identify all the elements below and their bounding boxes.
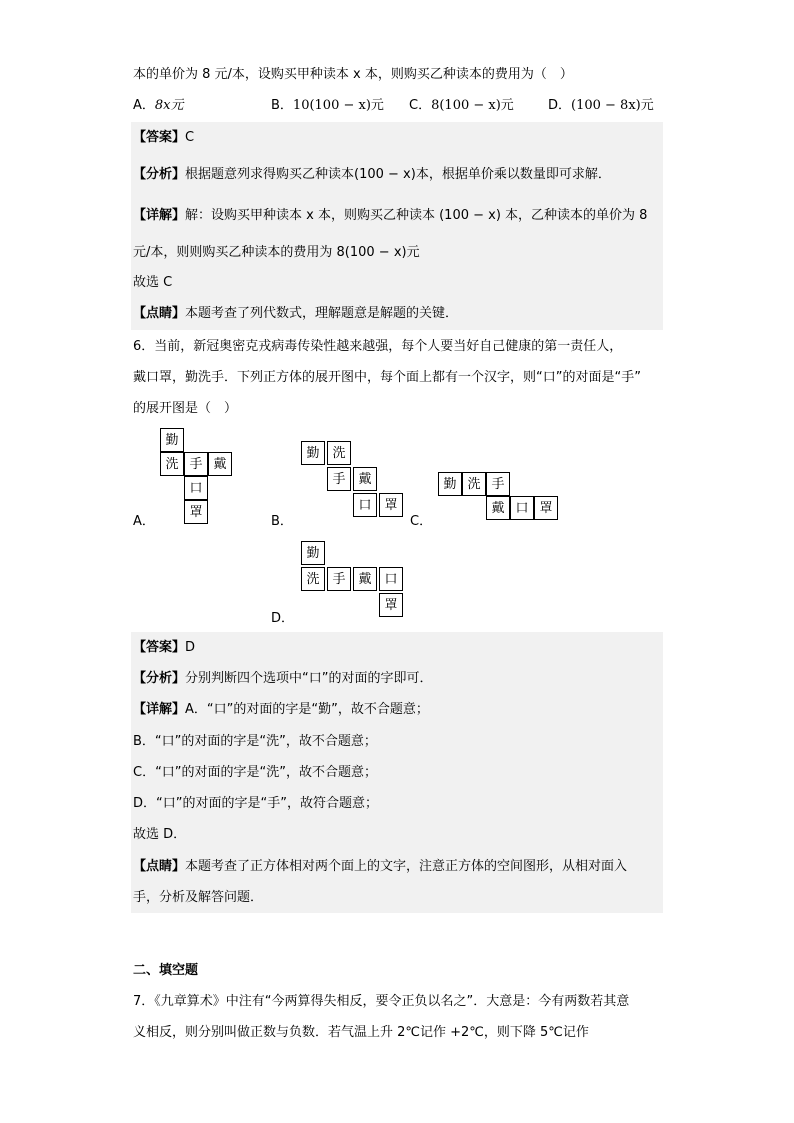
q7-line2: 义相反，则分别叫做正数与负数．若气温上升 2℃记作 +2℃，则下降 5℃记作: [133, 1025, 589, 1040]
net-face: 口: [184, 476, 208, 500]
net-face: 手: [327, 567, 351, 591]
net-face: 罩: [534, 496, 558, 520]
q6-detail-b: B．“口”的对面的字是“洗”，故不合题意；: [133, 734, 377, 749]
q5-option-c: C．8(100 − x)元: [409, 98, 514, 113]
net-face: 戴: [353, 467, 377, 491]
net-face: 洗: [301, 567, 325, 591]
q6-option-d-label: D．: [271, 611, 295, 626]
net-face: 洗: [160, 452, 184, 476]
net-face: 洗: [462, 472, 486, 496]
q5-stem-tail: 本的单价为 8 元/本，设购买甲种读本 x 本，则购买乙种读本的费用为（ ）: [133, 67, 573, 82]
q6-stem-line1: 6．当前，新冠奥密克戎病毒传染性越来越强，每个人要当好自己健康的第一责任人，: [133, 339, 623, 354]
q6-option-c-label: C．: [410, 514, 433, 529]
net-face: 罩: [379, 493, 403, 517]
q5-comment: 【点睛】本题考查了列代数式，理解题意是解题的关键．: [133, 306, 459, 321]
net-face: 洗: [327, 441, 351, 465]
q6-detail-d: D．“口”的对面的字是“手”，故符合题意；: [133, 796, 378, 811]
q5-solution-block: [131, 122, 663, 330]
q5-detail: 【详解】解：设购买甲种读本 x 本，则购买乙种读本 (100 − x) 本，乙种读本的单价为 8: [133, 208, 648, 223]
q6-detail-c: C．“口”的对面的字是“洗”，故不合题意；: [133, 765, 378, 780]
q6-answer: 【答案】D: [133, 640, 196, 655]
net-face: 口: [379, 567, 403, 591]
net-face: 罩: [379, 593, 403, 617]
q6-option-a-label: A．: [133, 514, 155, 529]
net-face: 戴: [353, 567, 377, 591]
net-face: 勤: [301, 441, 325, 465]
net-face: 勤: [301, 541, 325, 565]
net-face: 戴: [486, 496, 510, 520]
q6-comment-line2: 手，分析及解答问题．: [133, 890, 264, 905]
q6-conclusion: 故选 D．: [133, 827, 187, 842]
q5-conclusion: 故选 C: [133, 275, 173, 290]
q6-stem-line2: 戴口罩，勤洗手．下列正方体的展开图中，每个面上都有一个汉字，则“口”的对面是“手”: [133, 370, 641, 385]
q5-analysis: 【分析】根据题意列求得购买乙种读本(100 − x)本，根据单价乘以数量即可求解．: [133, 167, 611, 182]
q6-option-b-label: B．: [271, 514, 293, 529]
net-face: 戴: [208, 452, 232, 476]
q6-stem-line3: 的展开图是（ ）: [133, 401, 238, 416]
net-face: 手: [184, 452, 208, 476]
q7-line1: 7．《九章算术》中注有“今两算得失相反，要令正负以名之”．大意是：今有两数若其意: [133, 994, 630, 1009]
q5-option-d: D．(100 − 8x)元: [548, 98, 654, 113]
net-face: 勤: [438, 472, 462, 496]
net-face: 勤: [160, 428, 184, 452]
section-heading: 二、填空题: [133, 963, 199, 978]
q6-detail: 【详解】A．“口”的对面的字是“勤”，故不合题意；: [133, 702, 429, 717]
q6-comment: 【点睛】本题考查了正方体相对两个面上的文字，注意正方体的空间图形，从相对面入: [133, 859, 628, 874]
q5-option-b: B．10(100 − x)元: [271, 98, 384, 113]
net-face: 手: [327, 467, 351, 491]
net-face: 手: [486, 472, 510, 496]
net-face: 罩: [184, 500, 208, 524]
net-face: 口: [353, 493, 377, 517]
q6-analysis: 【分析】分别判断四个选项中“口”的对面的字即可．: [133, 671, 433, 686]
q5-answer: 【答案】C: [133, 130, 195, 145]
q5-detail-line2: 元/本，则则购买乙种读本的费用为 8(100 − x)元: [133, 245, 420, 260]
net-face: 口: [510, 496, 534, 520]
q5-option-a: A．8x元: [133, 98, 184, 113]
